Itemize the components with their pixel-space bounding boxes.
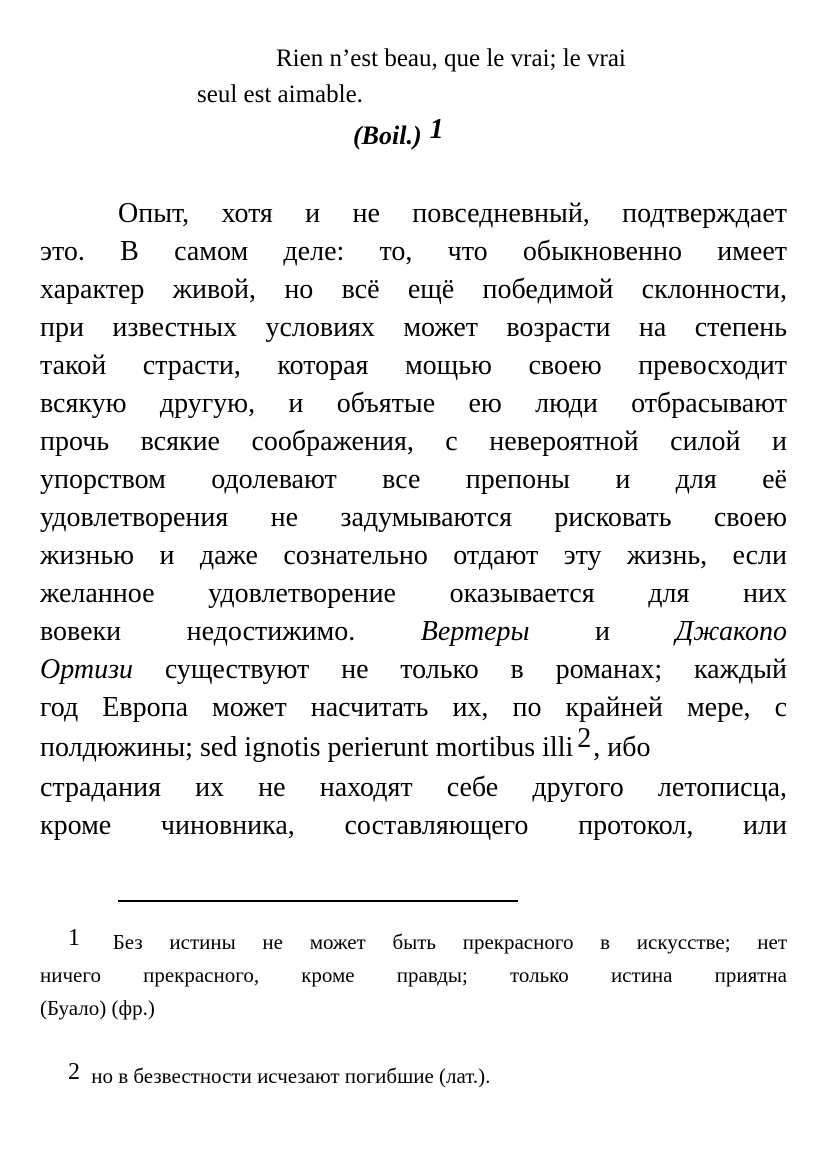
footnote-text: Без истины не может быть прекрасного в искусстве; нет <box>112 930 787 954</box>
paragraph-line: при известных условиях может возрасти на степень <box>40 312 787 343</box>
footnote-separator <box>118 900 518 902</box>
epigraph-line: seul est aimable. <box>197 81 363 108</box>
line-text: , ибо <box>593 732 651 763</box>
epigraph-source-text: (Boil.) <box>353 121 422 150</box>
paragraph-line: всякую другую, и объятые ею люди отбрасывают <box>40 388 787 419</box>
line-text: полдюжины; sed ignotis perierunt mortibus illi <box>40 732 574 763</box>
line-text: существуют не только в романах; каждый <box>164 654 787 685</box>
paragraph-line: страдания их не находят себе другого летописца, <box>40 772 787 803</box>
footnote-line <box>40 926 787 959</box>
line-text: и <box>595 616 610 647</box>
paragraph-line: удовлетворения не задумываются рисковать своею <box>40 502 787 533</box>
paragraph-line <box>40 613 787 651</box>
footnote-number: 1 <box>68 925 80 951</box>
paragraph-line: Опыт, хотя и не повседневный, подтверждает <box>118 198 787 229</box>
paragraph-line: жизнью и даже сознательно отдают эту жизнь, если <box>40 540 787 571</box>
footnote-text: но в безвестности исчезают погибшие (лат.). <box>91 1064 491 1088</box>
italic-name-jacopo: Джакопо <box>675 616 788 647</box>
line-text: вовеки недостижимо. <box>40 616 356 647</box>
footnote-2 <box>40 1060 787 1093</box>
paragraph-line: это. В самом деле: то, что обыкновенно имеет <box>40 236 787 267</box>
epigraph-source <box>353 116 444 156</box>
paragraph-line: прочь всякие соображения, с невероятной силой и <box>40 426 787 457</box>
footnote-number: 2 <box>68 1059 80 1085</box>
footnote-ref-1[interactable]: 1 <box>429 114 444 145</box>
italic-name-werthers: Вертеры <box>420 616 530 647</box>
footnote-1 <box>40 926 787 1025</box>
paragraph-line: характер живой, но всё ещё победимой склонности, <box>40 274 787 305</box>
paragraph-line: упорством одолевают все препоны и для её <box>40 464 787 495</box>
paragraph-line: желанное удовлетворение оказывается для них <box>40 578 787 609</box>
paragraph-line <box>40 651 787 689</box>
paragraph-line: год Европа может насчитать их, по крайней мере, с <box>40 692 787 723</box>
footnote-line: (Буало) (фр.) <box>40 996 155 1020</box>
footnote-ref-2[interactable]: 2 <box>577 723 592 754</box>
paragraph-line <box>40 723 787 767</box>
footnote-line: ничего прекрасного, кроме правды; только истина приятна <box>40 963 787 987</box>
paragraph-line: кроме чиновника, составляющего протокол, или <box>40 810 787 841</box>
italic-name-ortis: Ортизи <box>40 654 133 685</box>
paragraph-line: такой страсти, которая мощью своею превосходит <box>40 350 787 381</box>
epigraph-line: Rien n’est beau, que le vrai; le vrai <box>276 45 626 72</box>
